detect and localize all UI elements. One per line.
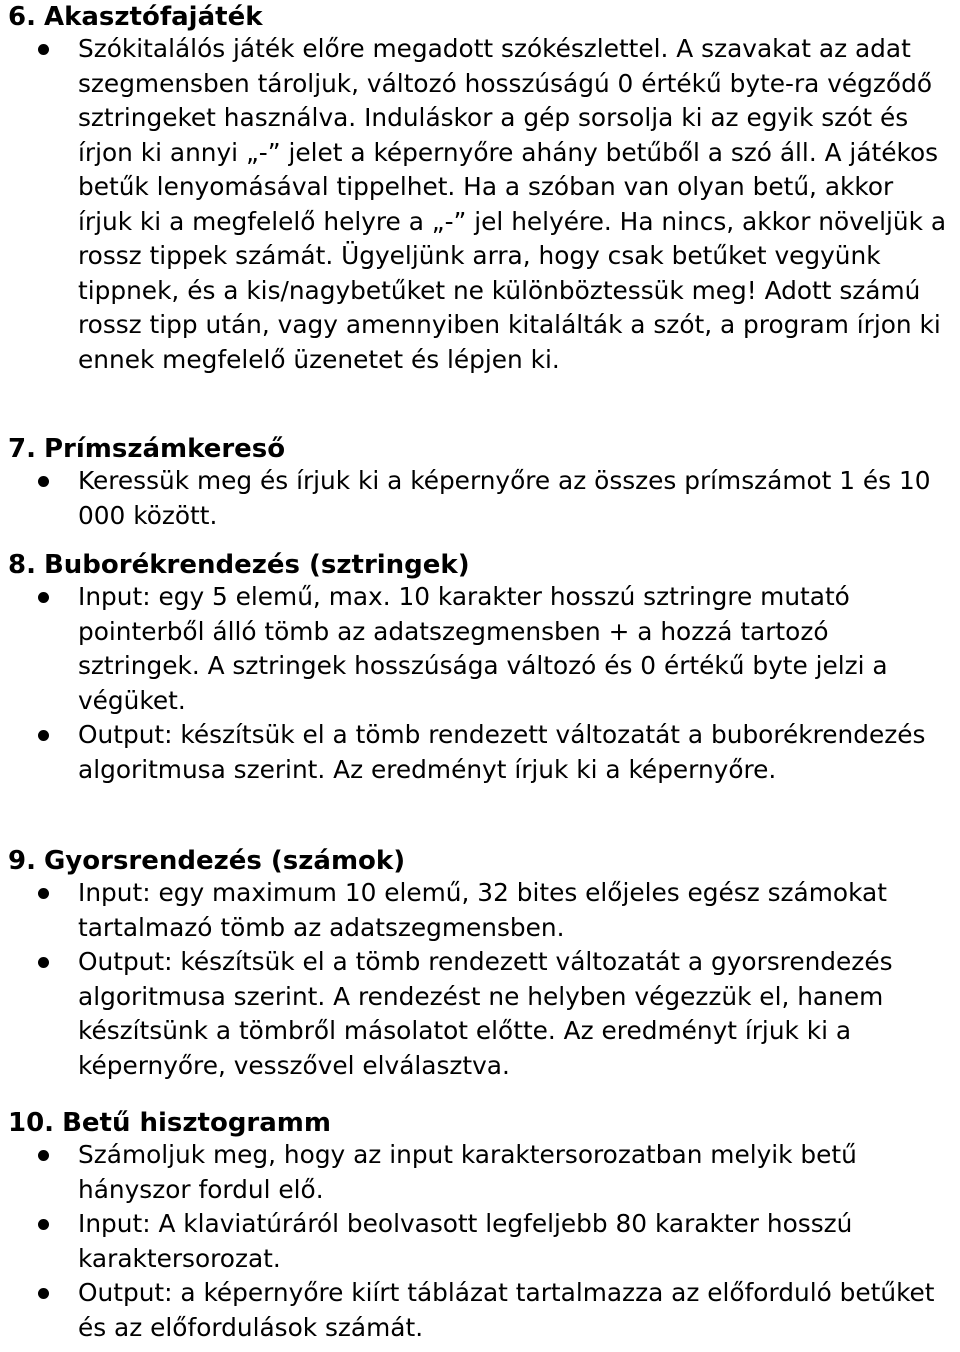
section-heading (8, 432, 960, 464)
bullet-icon (38, 1219, 49, 1230)
section-number: 6. (8, 2, 36, 32)
section-10 (8, 1106, 960, 1345)
bullet-icon (38, 476, 49, 487)
bullet-icon (38, 1150, 49, 1161)
section-number: 8. (8, 550, 36, 580)
list-item-text: Output: készítsük el a tömb rendezett változatát a buborékrendezés algoritmusa szerint. Az eredményt írjuk ki a képernyőre. (78, 720, 926, 784)
bullet-icon (38, 730, 49, 741)
section-number: 7. (8, 434, 36, 464)
list-item-text: Input: egy maximum 10 elemű, 32 bites előjeles egész számokat tartalmazó tömb az adatszegmensben. (78, 878, 887, 942)
bullet-icon (38, 1288, 49, 1299)
bullet-icon (38, 888, 49, 899)
bullet-icon (38, 44, 49, 55)
bullet-list (8, 1138, 960, 1345)
list-item (8, 464, 960, 533)
list-item-text: Output: a képernyőre kiírt táblázat tartalmazza az előforduló betűket és az előfordulások számát. (78, 1278, 935, 1342)
section-heading (8, 0, 960, 32)
section-9 (8, 844, 960, 1083)
bullet-icon (38, 592, 49, 603)
list-item-text: Szókitalálós játék előre megadott szókészlettel. A szavakat az adat szegmensben tároljuk, változó hosszúságú 0 értékű byte-ra végződő sztringeket használva. Induláskor a gép sorsolja ki az egyik szót és írjon ki annyi „-” jelet a képernyőre ahány betűből a szó áll. A játékos betűk lenyomásával tippelhet. Ha a szóban van olyan betű, akkor írjuk ki a megfelelő helyre a „-” jel helyére. Ha nincs, akkor növeljük a rossz tippek számát. Ügyeljünk arra, hogy csak betűket vegyünk tippnek, és a kis/nagybetűket ne különböztessük meg! Adott számú rossz tipp után, vagy amennyiben kitalálták a szót, a program írjon ki ennek megfelelő üzenetet és lépjen ki. (78, 34, 947, 374)
list-item (8, 1138, 960, 1207)
section-8 (8, 548, 960, 787)
list-item (8, 945, 960, 1083)
section-title: Buborékrendezés (sztringek) (43, 550, 470, 580)
list-item-text: Output: készítsük el a tömb rendezett változatát a gyorsrendezés algoritmusa szerint. A rendezést ne helyben végezzük el, hanem készítsünk a tömbről másolatot előtte. Az eredményt írjuk ki a képernyőre, vesszővel elválasztva. (78, 947, 893, 1080)
section-7 (8, 432, 960, 533)
bullet-list (8, 464, 960, 533)
list-item (8, 718, 960, 787)
list-item (8, 1276, 960, 1345)
bullet-icon (38, 957, 49, 968)
section-heading (8, 844, 960, 876)
bullet-list (8, 580, 960, 787)
section-number: 9. (8, 846, 36, 876)
section-heading (8, 1106, 960, 1138)
section-title: Akasztófajáték (43, 2, 263, 32)
list-item-text: Input: egy 5 elemű, max. 10 karakter hosszú sztringre mutató pointerből álló tömb az adatszegmensben + a hozzá tartozó sztringek. A sztringek hosszúsága változó és 0 értékű byte jelzi a végüket. (78, 582, 888, 715)
list-item (8, 32, 960, 377)
bullet-list (8, 876, 960, 1083)
section-heading (8, 548, 960, 580)
section-title: Gyorsrendezés (számok) (43, 846, 406, 876)
list-item-text: Keressük meg és írjuk ki a képernyőre az összes prímszámot 1 és 10 000 között. (78, 466, 931, 530)
list-item (8, 876, 960, 945)
list-item (8, 1207, 960, 1276)
section-title: Betű hisztogramm (62, 1108, 331, 1138)
section-number: 10. (8, 1108, 55, 1138)
bullet-list (8, 32, 960, 377)
list-item-text: Input: A klaviatúráról beolvasott legfeljebb 80 karakter hosszú karaktersorozat. (78, 1209, 853, 1273)
list-item (8, 580, 960, 718)
section-6 (8, 0, 960, 377)
section-title: Prímszámkereső (43, 434, 286, 464)
list-item-text: Számoljuk meg, hogy az input karaktersorozatban melyik betű hányszor fordul elő. (78, 1140, 857, 1204)
